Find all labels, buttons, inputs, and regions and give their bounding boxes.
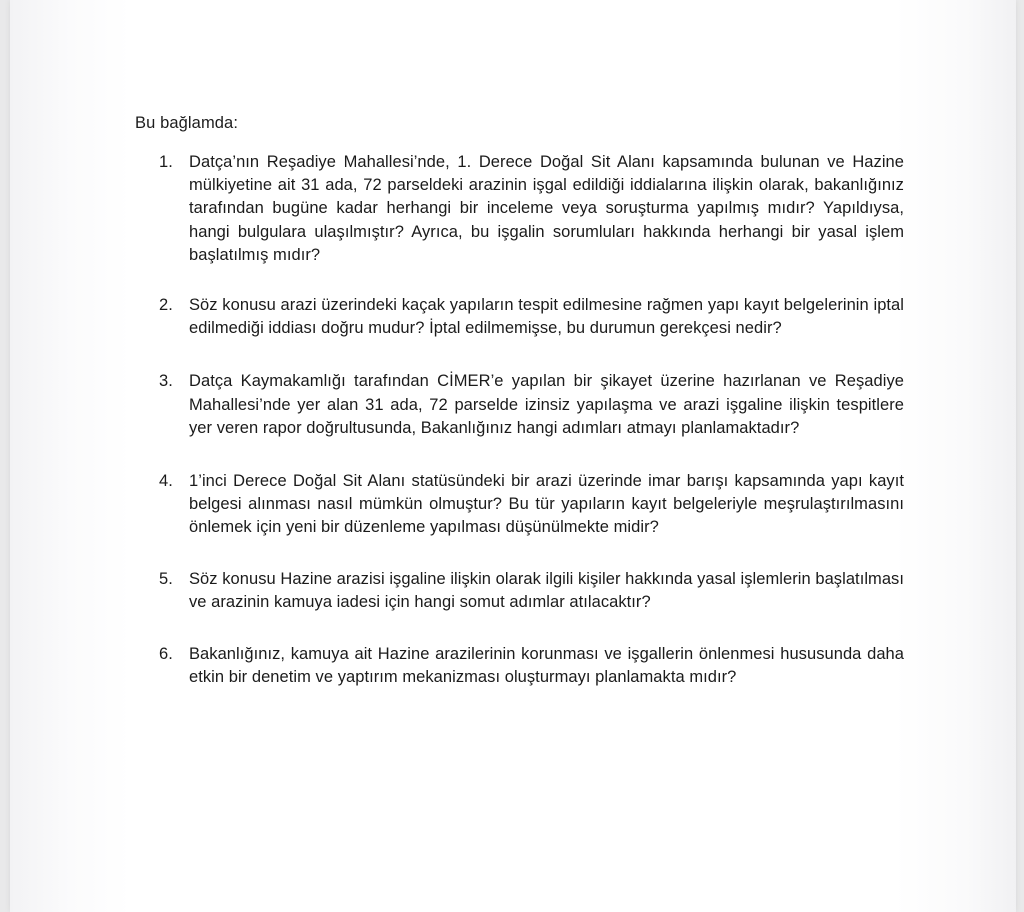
document-page [10,0,1016,912]
question-item-2 [152,294,904,340]
question-text: 1’inci Derece Doğal Sit Alanı statüsündeki bir arazi üzerinde imar barışı kapsamında yapı kayıt belgesi alınması nasıl mümkün olmuştur? Bu tür yapıların kayıt belgeleriyle meşrulaştırılmasını önlemek için yeni bir düzenleme yapılması düşünülmekte midir? [189,472,904,537]
question-text: Datça Kaymakamlığı tarafından CİMER’e yapılan bir şikayet üzerine hazırlanan ve Reşadiye Mahallesi’nde yer alan 31 ada, 72 parselde izinsiz yapılaşma ve arazi işgaline ilişkin tespitlere yer veren rapor doğrultusunda, Bakanlığınız hangi adımları atmayı planlamaktadır? [189,372,904,437]
question-text: Datça’nın Reşadiye Mahallesi’nde, 1. Derece Doğal Sit Alanı kapsamında bulunan ve Hazine mülkiyetine ait 31 ada, 72 parseldeki arazinin işgal edildiği iddialarına ilişkin olarak, bakanlığınız tarafından bugüne kadar herhangi bir inceleme veya soruşturma yapılmış mıdır? Yapıldıysa, hangi bulgulara ulaşılmıştır? Ayrıca, bu işgalin sorumluları hakkında herhangi bir yasal işlem başlatılmış mıdır? [189,153,904,264]
question-item-6 [152,643,904,689]
question-number: 6. [159,645,173,664]
question-number: 4. [159,472,173,491]
question-text: Söz konusu arazi üzerindeki kaçak yapıların tespit edilmesine rağmen yapı kayıt belgelerinin iptal edilmediği iddiası doğru mudur? İptal edilmemişse, bu durumun gerekçesi nedir? [189,296,904,338]
question-number: 3. [159,372,173,391]
question-text: Bakanlığınız, kamuya ait Hazine arazilerinin korunması ve işgallerin önlenmesi hususunda daha etkin bir denetim ve yaptırım mekanizması oluşturmayı planlamakta mıdır? [189,645,904,687]
question-number: 2. [159,296,173,315]
question-item-3 [152,370,904,440]
question-item-1 [152,151,904,267]
intro-text: Bu bağlamda: [135,114,239,132]
question-item-5 [152,568,904,614]
question-text: Söz konusu Hazine arazisi işgaline ilişkin olarak ilgili kişiler hakkında yasal işlemlerin başlatılması ve arazinin kamuya iadesi için hangi somut adımlar atılacaktır? [189,569,904,611]
question-list [152,151,904,689]
question-number: 5. [159,569,173,588]
question-item-4 [152,470,904,540]
question-number: 1. [159,153,173,171]
